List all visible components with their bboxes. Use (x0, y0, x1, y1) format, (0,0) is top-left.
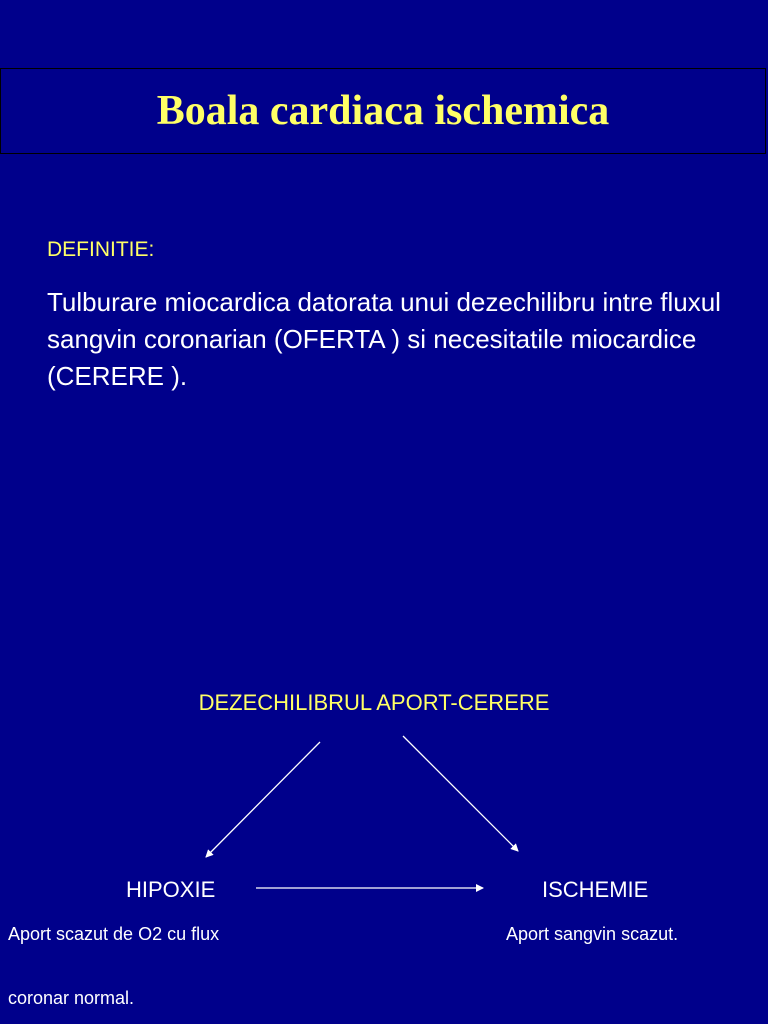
ischemie-label: ISCHEMIE (542, 877, 649, 902)
hipoxie-note-line2: coronar normal. (8, 988, 135, 1008)
definition-label: DEFINITIE: (47, 238, 155, 261)
definition-text: Tulburare miocardica datorata unui dezechilibru intre fluxul sangvin coronarian (OFERTA ) si necesitatile miocardice (CERERE ). (47, 287, 721, 391)
ischemie-note: Aport sangvin scazut. (506, 924, 679, 944)
hipoxie-note-line1: Aport scazut de O2 cu flux (8, 924, 220, 944)
title-box (0, 68, 766, 154)
arrow-to-hipoxie (206, 742, 320, 857)
diagram-root-label: DEZECHILIBRUL APORT-CERERE (198, 690, 550, 715)
slide-title: Boala cardiaca ischemica (156, 88, 610, 134)
arrow-to-ischemie (403, 736, 518, 851)
hipoxie-label: HIPOXIE (126, 877, 216, 902)
